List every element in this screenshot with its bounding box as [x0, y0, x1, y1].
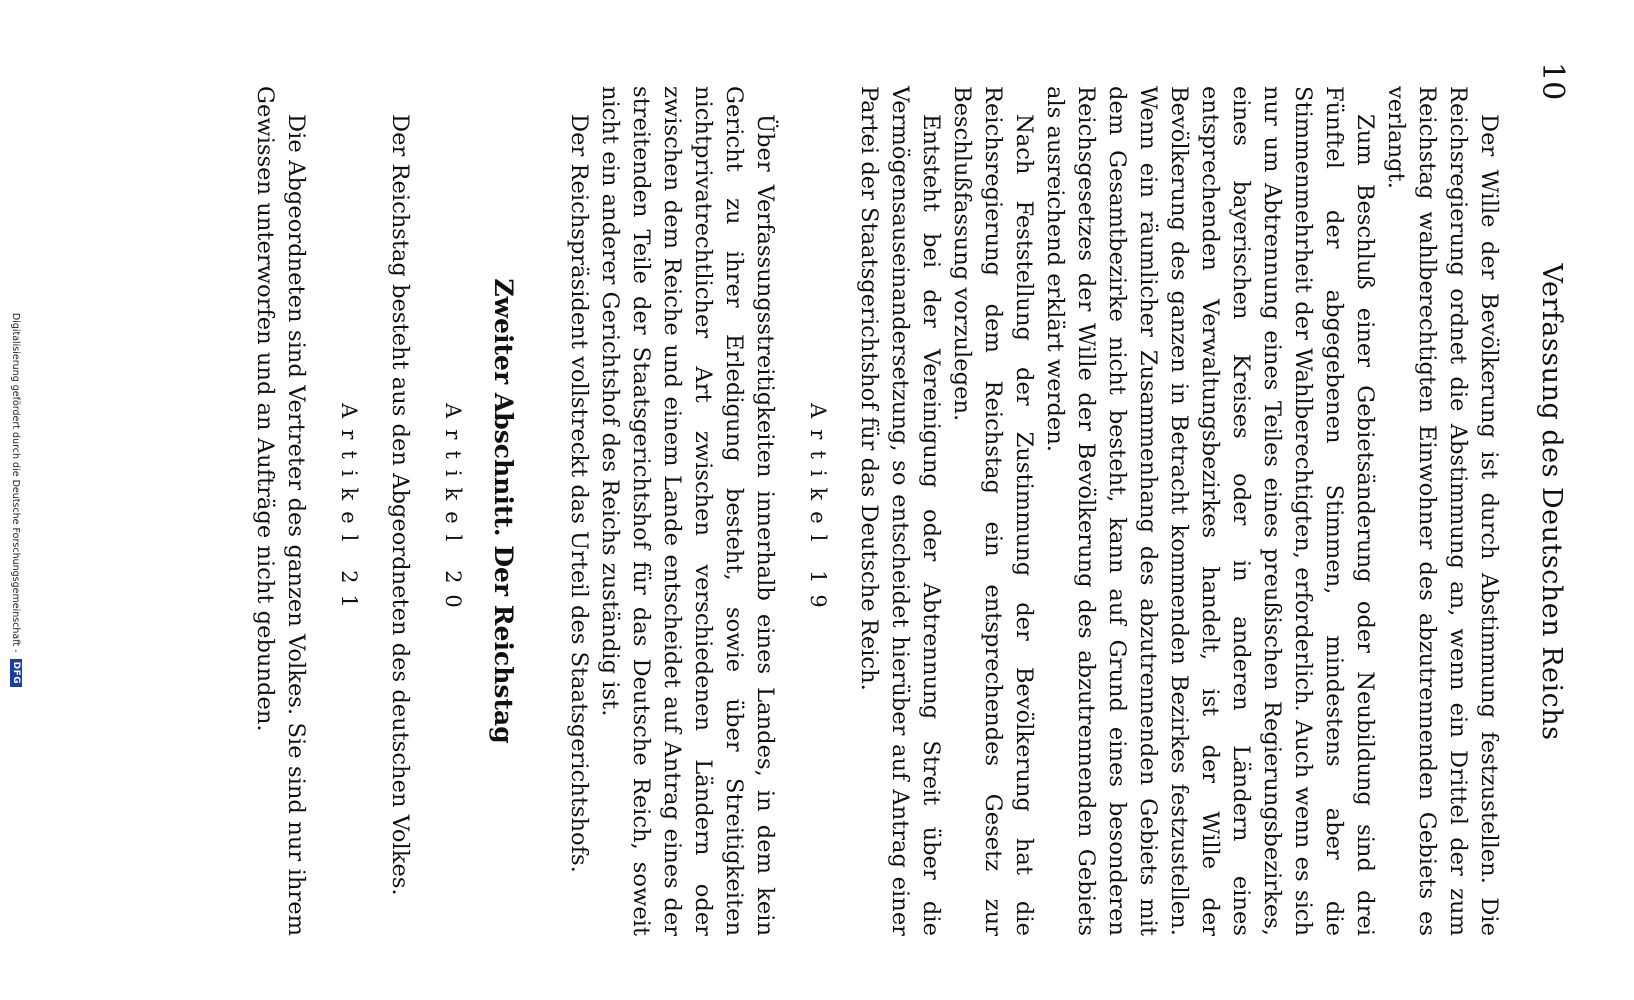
running-head: Verfassung des Deutschen Reichs — [1536, 263, 1567, 741]
funding-note-text: Digitalisierung gefördert durch die Deutsche Forschungsgemeinschaft - — [10, 312, 22, 653]
paragraph: Der Reichspräsident vollstreckt das Urteil des Staatsgerichtshofs. — [566, 114, 592, 873]
funding-note — [0, 0, 32, 1000]
document-body — [249, 86, 1504, 936]
paragraph: Die Abgeordneten sind Vertreter des ganzen Volkes. Sie sind nur ihrem Gewissen unterworfen und an Aufträge nicht gebunden. — [252, 86, 309, 936]
section-heading: Zweiter Abschnitt. Der Reichstag — [489, 278, 518, 744]
paragraph: Zum Beschluß einer Gebietsänderung oder Neubildung sind drei Fünftel der abgegebenen Stimmen, mindestens aber die Stimmenmehrheit der Wahlberechtigten, erforderlich. Auch wenn es sich nur um Abtrennung eines Teiles eines preußischen Regierungsbezirkes, eines bayerischen Kreises oder in anderen Ländern eines entsprechenden Verwaltungsbezirkes handelt, ist der Wille der Bevölkerung des ganzen in Betracht kommenden Bezirkes festzustellen. Wenn ein räumlicher Zusammenhang des abzutrennenden Gebiets mit dem Gesamtbezirke nicht besteht, kann auf Grund eines besonderen Reichsgesetzes der Wille der Bevölkerung des abzutrennenden Gebiets als ausreichend erklärt werden. — [1042, 86, 1378, 936]
article-heading: Artikel 20 — [441, 403, 465, 619]
article-heading: Artikel 19 — [806, 403, 830, 619]
article-heading: Artikel 21 — [337, 403, 361, 619]
paragraph: Nach Feststellung der Zustimmung der Bevölkerung hat die Reichsregierung dem Reichstag ein entsprechendes Gesetz zur Beschlußfassung vorzulegen. — [949, 86, 1037, 936]
paragraph: Der Reichstag besteht aus den Abgeordneten des deutschen Volkes. — [387, 114, 413, 896]
paragraph: Der Wille der Bevölkerung ist durch Abstimmung festzustellen. Die Reichsregierung ordnet die Abstimmung an, wenn ein Drittel der zum Reichstag wahlberechtigten Einwohner des abzutrennenden Gebiets es verlangt. — [1383, 86, 1502, 936]
paragraph: Über Verfassungsstreitigkeiten innerhalb eines Landes, in dem kein Gericht zu ihrer Erledigung besteht, sowie über Streitigkeiten nichtprivatrechtlicher Art zwischen verschiedenen Ländern oder zwischen dem Reiche und einem Lande entscheidet auf Antrag eines der streitenden Teile der Staatsgerichtshof für das Deutsche Reich, soweit nicht ein anderer Gerichtshof des Reichs zuständig ist. — [597, 86, 778, 936]
page-number: 10 — [1535, 62, 1570, 101]
paragraph: Entsteht bei der Vereinigung oder Abtrennung Streit über die Vermögensauseinandersetzung, so entscheidet hierüber auf Antrag einer Partei der Staatsgerichtshof für das Deutsche Reich. — [856, 86, 944, 936]
page-header — [1530, 62, 1570, 942]
dfg-logo: DFG — [10, 659, 22, 688]
